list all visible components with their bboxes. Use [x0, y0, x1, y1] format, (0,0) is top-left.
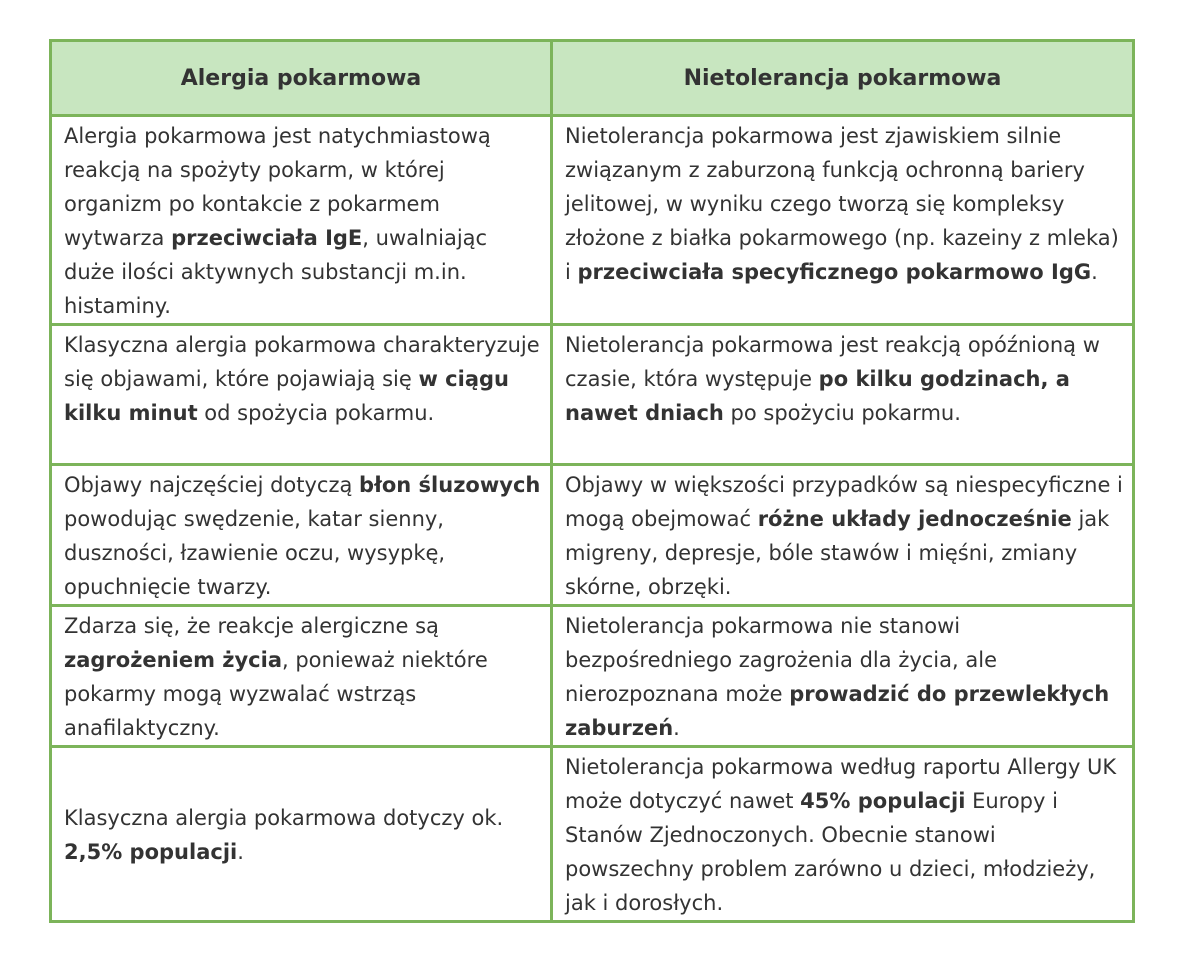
cell-text: Nietolerancja pokarmowa jest reakcją opóźnioną w czasie, która występuje: [565, 333, 1100, 391]
intolerance-cell: [552, 606, 1134, 747]
allergy-cell: [51, 116, 552, 325]
emphasis-text: w ciągu kilku minut: [64, 367, 509, 425]
cell-text: .: [237, 840, 244, 864]
emphasis-text: przeciwciała IgE: [171, 226, 363, 250]
emphasis-text: błon śluzowych: [359, 473, 541, 497]
table-row: [51, 325, 1134, 465]
table-row: [51, 465, 1134, 606]
cell-text: , uwalniając duże ilości aktywnych substancji m.in. histaminy.: [64, 226, 488, 318]
cell-text: Zdarza się, że reakcje alergiczne są: [64, 614, 439, 638]
cell-text: od spożycia pokarmu.: [197, 401, 435, 425]
emphasis-text: różne układy jednocześnie: [757, 507, 1072, 531]
cell-text: Nietolerancja pokarmowa nie stanowi bezpośredniego zagrożenia dla życia, ale nierozpoznana może: [565, 614, 997, 706]
emphasis-text: 2,5% populacji: [64, 840, 238, 864]
allergy-cell: [51, 325, 552, 465]
cell-text: jak migreny, depresje, bóle stawów i mięśni, zmiany skórne, obrzęki.: [565, 507, 1110, 599]
table-row: [51, 606, 1134, 747]
cell-text: powodując swędzenie, katar sienny, duszności, łzawienie oczu, wysypkę, opuchnięcie twarzy.: [64, 507, 446, 599]
table-header-row: [51, 41, 1134, 116]
table-row: [51, 747, 1134, 922]
cell-text: Nietolerancja pokarmowa według raportu Allergy UK może dotyczyć nawet: [565, 755, 1117, 813]
emphasis-text: 45% populacji: [800, 789, 966, 813]
cell-text: .: [1091, 260, 1098, 284]
allergy-cell: [51, 747, 552, 922]
cell-text: Klasyczna alergia pokarmowa charakteryzuje się objawami, które pojawiają się: [64, 333, 540, 391]
cell-text: Objawy najczęściej dotyczą: [64, 473, 360, 497]
cell-text: , ponieważ niektóre pokarmy mogą wyzwalać wstrząs anafilaktyczny.: [64, 648, 488, 740]
column-header-food-intolerance: Nietolerancja pokarmowa: [552, 41, 1134, 116]
emphasis-text: przeciwciała specyficznego pokarmowo IgG: [577, 260, 1092, 284]
emphasis-text: prowadzić do przewlekłych zaburzeń: [565, 682, 1110, 740]
emphasis-text: po kilku godzinach, a nawet dniach: [565, 367, 1070, 425]
cell-text: Objawy w większości przypadków są niespecyficzne i mogą obejmować: [565, 473, 1123, 531]
column-header-food-allergy: Alergia pokarmowa: [51, 41, 552, 116]
intolerance-cell: [552, 465, 1134, 606]
cell-text: Klasyczna alergia pokarmowa dotyczy ok.: [64, 806, 504, 830]
cell-text: po spożyciu pokarmu.: [723, 401, 961, 425]
allergy-cell: [51, 606, 552, 747]
intolerance-cell: [552, 747, 1134, 922]
cell-text: Nietolerancja pokarmowa jest zjawiskiem silnie związanym z zaburzoną funkcją ochronną bariery jelitowej, w wyniku czego tworzą się kompleksy złożone z białka pokarmowego (np. kazeiny z mleka) i: [565, 124, 1119, 284]
intolerance-cell: [552, 325, 1134, 465]
cell-text: .: [673, 716, 680, 740]
intolerance-cell: [552, 116, 1134, 325]
cell-text: Alergia pokarmowa jest natychmiastową reakcją na spożyty pokarm, w której organizm po kontakcie z pokarmem wytwarza: [64, 124, 491, 250]
cell-text: Europy i Stanów Zjednoczonych. Obecnie stanowi powszechny problem zarówno u dzieci, młodzieży, jak i dorosłych.: [565, 789, 1096, 915]
allergy-cell: [51, 465, 552, 606]
comparison-table: [49, 39, 1135, 923]
emphasis-text: zagrożeniem życia: [64, 648, 282, 672]
table-row: [51, 116, 1134, 325]
